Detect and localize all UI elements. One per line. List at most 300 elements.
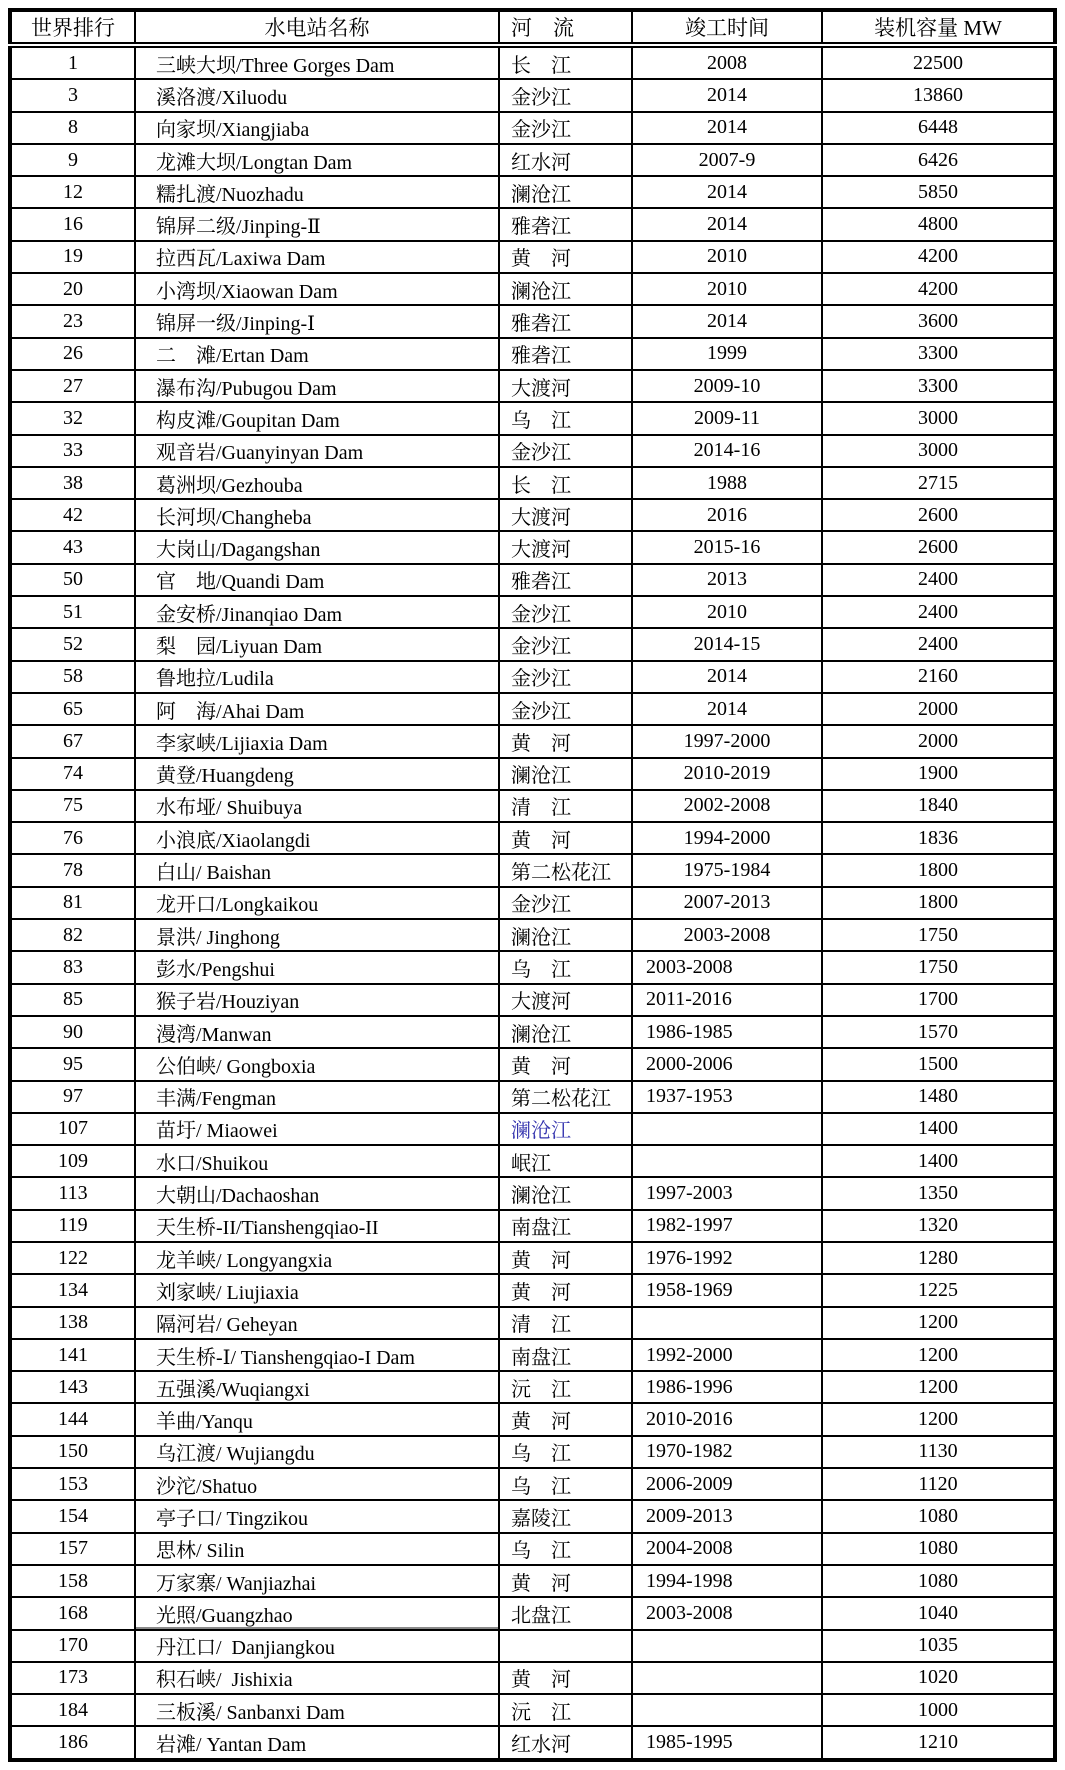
river-cell: 长 江 [499,45,632,79]
table-row [10,1565,1055,1597]
river-cell: 长 江 [499,467,632,499]
table-row [10,112,1055,144]
name-cell: 龙开口/Longkaikou [135,887,499,919]
river-cell: 红水河 [499,1726,632,1759]
river-cell: 大渡河 [499,499,632,531]
name-cell: 糯扎渡/Nuozhadu [135,176,499,208]
rank-cell: 20 [10,273,135,305]
rank-cell: 51 [10,596,135,628]
rank-cell: 85 [10,984,135,1016]
rank-cell: 12 [10,176,135,208]
name-cell: 锦屏一级/Jinping-Ⅰ [135,305,499,337]
name-cell: 李家峡/Lijiaxia Dam [135,725,499,757]
table-row [10,305,1055,337]
name-cell: 亭子口/ Tingzikou [135,1500,499,1532]
period-cell: 2003-2008 [632,919,822,951]
table-row [10,919,1055,951]
table-row [10,1436,1055,1468]
name-cell: 丹江口/ Danjiangkou [135,1630,499,1662]
rank-cell: 83 [10,951,135,983]
table-row [10,661,1055,693]
rank-cell: 158 [10,1565,135,1597]
col-header-station-name: 水电站名称 [135,10,499,45]
name-cell: 金安桥/Jinanqiao Dam [135,596,499,628]
capacity-cell: 2400 [822,628,1055,660]
name-cell: 葛洲坝/Gezhouba [135,467,499,499]
name-cell: 官 地/Quandi Dam [135,564,499,596]
capacity-cell: 3300 [822,338,1055,370]
river-cell: 黄 河 [499,1274,632,1306]
rank-cell: 23 [10,305,135,337]
table-row [10,1242,1055,1274]
name-cell: 公伯峡/ Gongboxia [135,1048,499,1080]
capacity-cell: 6426 [822,144,1055,176]
period-cell [632,1662,822,1694]
rank-cell: 9 [10,144,135,176]
capacity-cell: 2400 [822,596,1055,628]
period-cell: 2014 [632,208,822,240]
rank-cell: 33 [10,435,135,467]
name-cell: 大朝山/Dachaoshan [135,1177,499,1209]
table-row [10,273,1055,305]
river-cell: 雅砻江 [499,338,632,370]
river-cell: 金沙江 [499,435,632,467]
name-cell: 刘家峡/ Liujiaxia [135,1274,499,1306]
table-row [10,790,1055,822]
name-cell: 羊曲/Yanqu [135,1403,499,1435]
capacity-cell: 1700 [822,984,1055,1016]
capacity-cell: 1350 [822,1177,1055,1209]
capacity-cell: 1210 [822,1726,1055,1759]
river-cell: 澜沧江 [499,919,632,951]
capacity-cell: 1500 [822,1048,1055,1080]
table-body [10,45,1055,1760]
capacity-cell: 3600 [822,305,1055,337]
capacity-cell: 1000 [822,1694,1055,1726]
table-row [10,1274,1055,1306]
river-link[interactable]: 澜沧江 [499,1113,632,1145]
name-cell: 万家寨/ Wanjiazhai [135,1565,499,1597]
table-row [10,1081,1055,1113]
name-cell: 天生桥-II/Tianshengqiao-II [135,1210,499,1242]
rank-cell: 27 [10,370,135,402]
name-cell: 漫湾/Manwan [135,1016,499,1048]
table-row [10,79,1055,111]
capacity-cell: 1120 [822,1468,1055,1500]
rank-cell: 119 [10,1210,135,1242]
col-header-completion-time: 竣工时间 [632,10,822,45]
river-cell [499,1630,632,1662]
capacity-cell: 1130 [822,1436,1055,1468]
rank-cell: 82 [10,919,135,951]
period-cell: 2010 [632,596,822,628]
river-cell: 澜沧江 [499,176,632,208]
period-cell: 2014-15 [632,628,822,660]
river-cell: 雅砻江 [499,564,632,596]
rank-cell: 153 [10,1468,135,1500]
rank-cell: 184 [10,1694,135,1726]
river-cell: 金沙江 [499,628,632,660]
river-cell: 黄 河 [499,1403,632,1435]
period-cell: 2013 [632,564,822,596]
table-row [10,1403,1055,1435]
rank-cell: 74 [10,758,135,790]
river-cell: 黄 河 [499,1565,632,1597]
rank-cell: 97 [10,1081,135,1113]
river-cell: 乌 江 [499,1436,632,1468]
rank-cell: 138 [10,1307,135,1339]
capacity-cell: 1200 [822,1371,1055,1403]
rank-cell: 90 [10,1016,135,1048]
name-cell: 隔河岩/ Geheyan [135,1307,499,1339]
river-cell: 沅 江 [499,1371,632,1403]
name-cell: 积石峡/ Jishixia [135,1662,499,1694]
table-row [10,1307,1055,1339]
river-cell: 金沙江 [499,112,632,144]
river-cell: 黄 河 [499,725,632,757]
table-row [10,1113,1055,1145]
river-cell: 黄 河 [499,241,632,273]
name-cell: 水口/Shuikou [135,1145,499,1177]
table-row [10,725,1055,757]
capacity-cell: 2000 [822,725,1055,757]
river-cell: 雅砻江 [499,305,632,337]
river-cell: 金沙江 [499,661,632,693]
period-cell: 2016 [632,499,822,531]
rank-cell: 170 [10,1630,135,1662]
rank-cell: 122 [10,1242,135,1274]
rank-cell: 81 [10,887,135,919]
river-cell: 黄 河 [499,1048,632,1080]
period-cell: 2003-2008 [632,951,822,983]
period-cell: 2014 [632,661,822,693]
table-row [10,1339,1055,1371]
rank-cell: 76 [10,822,135,854]
name-cell: 三板溪/ Sanbanxi Dam [135,1694,499,1726]
rank-cell: 157 [10,1533,135,1565]
capacity-cell: 1750 [822,951,1055,983]
name-cell: 思林/ Silin [135,1533,499,1565]
river-cell: 金沙江 [499,693,632,725]
col-header-installed-capacity-mw: 装机容量 MW [822,10,1055,45]
name-cell: 猴子岩/Houziyan [135,984,499,1016]
table-row [10,531,1055,563]
name-cell: 五强溪/Wuqiangxi [135,1371,499,1403]
rank-cell: 143 [10,1371,135,1403]
period-cell: 2007-2013 [632,887,822,919]
period-cell: 2007-9 [632,144,822,176]
river-cell: 乌 江 [499,402,632,434]
name-cell: 乌江渡/ Wujiangdu [135,1436,499,1468]
rank-cell: 173 [10,1662,135,1694]
period-cell: 2014 [632,79,822,111]
rank-cell: 154 [10,1500,135,1532]
capacity-cell: 1080 [822,1500,1055,1532]
capacity-cell: 1040 [822,1597,1055,1629]
table-row [10,241,1055,273]
river-cell: 大渡河 [499,531,632,563]
period-cell: 1982-1997 [632,1210,822,1242]
period-cell: 1986-1996 [632,1371,822,1403]
name-cell: 溪洛渡/Xiluodu [135,79,499,111]
period-cell: 2009-2013 [632,1500,822,1532]
period-cell [632,1145,822,1177]
name-cell: 观音岩/Guanyinyan Dam [135,435,499,467]
capacity-cell: 2600 [822,499,1055,531]
name-cell: 天生桥-Ⅰ/ Tianshengqiao-I Dam [135,1339,499,1371]
name-cell: 龙羊峡/ Longyangxia [135,1242,499,1274]
capacity-cell: 1480 [822,1081,1055,1113]
period-cell: 2003-2008 [632,1597,822,1629]
table-row [10,208,1055,240]
capacity-cell: 2160 [822,661,1055,693]
period-cell [632,1113,822,1145]
river-cell: 大渡河 [499,984,632,1016]
table-row [10,628,1055,660]
table-row [10,1048,1055,1080]
name-cell: 白山/ Baishan [135,854,499,886]
table-row [10,1726,1055,1759]
river-cell: 大渡河 [499,370,632,402]
name-cell: 瀑布沟/Pubugou Dam [135,370,499,402]
rank-cell: 144 [10,1403,135,1435]
table-row [10,338,1055,370]
capacity-cell: 1400 [822,1145,1055,1177]
river-cell: 岷江 [499,1145,632,1177]
rank-cell: 1 [10,45,135,79]
rank-cell: 32 [10,402,135,434]
period-cell: 1994-1998 [632,1565,822,1597]
header-row [10,10,1055,45]
capacity-cell: 1035 [822,1630,1055,1662]
capacity-cell: 2000 [822,693,1055,725]
river-cell: 黄 河 [499,822,632,854]
table-row [10,1500,1055,1532]
river-cell: 清 江 [499,1307,632,1339]
period-cell: 2009-10 [632,370,822,402]
name-cell: 构皮滩/Goupitan Dam [135,402,499,434]
name-cell: 黄登/Huangdeng [135,758,499,790]
rank-cell: 107 [10,1113,135,1145]
capacity-cell: 6448 [822,112,1055,144]
period-cell: 1999 [632,338,822,370]
table-row [10,1597,1055,1629]
name-cell: 水布垭/ Shuibuya [135,790,499,822]
period-cell: 2014 [632,693,822,725]
name-cell: 锦屏二级/Jinping-Ⅱ [135,208,499,240]
capacity-cell: 5850 [822,176,1055,208]
period-cell: 1992-2000 [632,1339,822,1371]
rank-cell: 19 [10,241,135,273]
rank-cell: 186 [10,1726,135,1759]
capacity-cell: 2400 [822,564,1055,596]
period-cell: 2010-2019 [632,758,822,790]
river-cell: 乌 江 [499,1468,632,1500]
capacity-cell: 4800 [822,208,1055,240]
name-cell: 三峡大坝/Three Gorges Dam [135,45,499,79]
period-cell: 1994-2000 [632,822,822,854]
name-cell: 二 滩/Ertan Dam [135,338,499,370]
capacity-cell: 1280 [822,1242,1055,1274]
period-cell: 1997-2003 [632,1177,822,1209]
table-row [10,1694,1055,1726]
period-cell: 2015-16 [632,531,822,563]
rank-cell: 109 [10,1145,135,1177]
rank-cell: 150 [10,1436,135,1468]
period-cell: 1970-1982 [632,1436,822,1468]
rank-cell: 75 [10,790,135,822]
table-row [10,758,1055,790]
name-cell: 岩滩/ Yantan Dam [135,1726,499,1759]
capacity-cell: 4200 [822,241,1055,273]
col-header-world-rank: 世界排行 [10,10,135,45]
rank-cell: 42 [10,499,135,531]
period-cell: 2000-2006 [632,1048,822,1080]
name-cell: 向家坝/Xiangjiaba [135,112,499,144]
river-cell: 第二松花江 [499,1081,632,1113]
table-row [10,1662,1055,1694]
table-row [10,1177,1055,1209]
capacity-cell: 2715 [822,467,1055,499]
period-cell: 1975-1984 [632,854,822,886]
period-cell [632,1694,822,1726]
river-cell: 黄 河 [499,1242,632,1274]
period-cell: 1958-1969 [632,1274,822,1306]
river-cell: 嘉陵江 [499,1500,632,1532]
table-row [10,370,1055,402]
period-cell [632,1307,822,1339]
name-cell: 沙沱/Shatuo [135,1468,499,1500]
rank-cell: 8 [10,112,135,144]
river-cell: 金沙江 [499,887,632,919]
river-cell: 清 江 [499,790,632,822]
table-header [10,10,1055,45]
table-row [10,822,1055,854]
table-row [10,887,1055,919]
name-cell: 阿 海/Ahai Dam [135,693,499,725]
name-cell: 小浪底/Xiaolangdi [135,822,499,854]
period-cell: 1937-1953 [632,1081,822,1113]
name-cell: 大岗山/Dagangshan [135,531,499,563]
name-cell: 长河坝/Changheba [135,499,499,531]
period-cell: 1988 [632,467,822,499]
capacity-cell: 13860 [822,79,1055,111]
table-row [10,402,1055,434]
capacity-cell: 1800 [822,854,1055,886]
col-header-river: 河 流 [499,10,632,45]
name-cell: 小湾坝/Xiaowan Dam [135,273,499,305]
period-cell [632,1630,822,1662]
capacity-cell: 1200 [822,1339,1055,1371]
capacity-cell: 1225 [822,1274,1055,1306]
rank-cell: 78 [10,854,135,886]
table-row [10,1533,1055,1565]
river-cell: 澜沧江 [499,1016,632,1048]
capacity-cell: 1800 [822,887,1055,919]
capacity-cell: 1400 [822,1113,1055,1145]
period-cell: 2006-2009 [632,1468,822,1500]
table-row [10,854,1055,886]
capacity-cell: 1080 [822,1533,1055,1565]
hydropower-stations-table [8,8,1057,1762]
table-row [10,1145,1055,1177]
period-cell: 2014 [632,112,822,144]
table-row [10,1630,1055,1662]
table-row [10,435,1055,467]
river-cell: 澜沧江 [499,1177,632,1209]
name-cell: 景洪/ Jinghong [135,919,499,951]
capacity-cell: 4200 [822,273,1055,305]
river-cell: 雅砻江 [499,208,632,240]
period-cell: 2010 [632,241,822,273]
capacity-cell: 1080 [822,1565,1055,1597]
river-cell: 澜沧江 [499,758,632,790]
capacity-cell: 1900 [822,758,1055,790]
rank-cell: 43 [10,531,135,563]
period-cell: 1985-1995 [632,1726,822,1759]
table-row [10,1210,1055,1242]
table-row [10,693,1055,725]
river-cell: 澜沧江 [499,273,632,305]
table-row [10,499,1055,531]
river-cell: 乌 江 [499,1533,632,1565]
capacity-cell: 1840 [822,790,1055,822]
period-cell: 2008 [632,45,822,79]
river-cell: 乌 江 [499,951,632,983]
period-cell: 2011-2016 [632,984,822,1016]
capacity-cell: 2600 [822,531,1055,563]
rank-cell: 16 [10,208,135,240]
name-cell: 鲁地拉/Ludila [135,661,499,693]
capacity-cell: 1200 [822,1307,1055,1339]
table-row [10,467,1055,499]
table-row [10,176,1055,208]
capacity-cell: 3300 [822,370,1055,402]
capacity-cell: 3000 [822,402,1055,434]
capacity-cell: 3000 [822,435,1055,467]
river-cell: 第二松花江 [499,854,632,886]
rank-cell: 52 [10,628,135,660]
river-cell: 黄 河 [499,1662,632,1694]
period-cell: 2014 [632,305,822,337]
table-row [10,45,1055,79]
name-cell: 梨 园/Liyuan Dam [135,628,499,660]
name-cell: 彭水/Pengshui [135,951,499,983]
name-cell: 拉西瓦/Laxiwa Dam [135,241,499,273]
rank-cell: 95 [10,1048,135,1080]
name-cell: 丰满/Fengman [135,1081,499,1113]
period-cell: 2010-2016 [632,1403,822,1435]
period-cell: 2009-11 [632,402,822,434]
table-row [10,564,1055,596]
capacity-cell: 22500 [822,45,1055,79]
table-row [10,144,1055,176]
period-cell: 2002-2008 [632,790,822,822]
capacity-cell: 1200 [822,1403,1055,1435]
river-cell: 沅 江 [499,1694,632,1726]
name-cell: 苗圩/ Miaowei [135,1113,499,1145]
river-cell: 金沙江 [499,596,632,628]
capacity-cell: 1570 [822,1016,1055,1048]
river-cell: 南盘江 [499,1339,632,1371]
table-row [10,1016,1055,1048]
rank-cell: 26 [10,338,135,370]
table-row [10,1371,1055,1403]
capacity-cell: 1020 [822,1662,1055,1694]
table-row [10,1468,1055,1500]
period-cell: 1986-1985 [632,1016,822,1048]
capacity-cell: 1320 [822,1210,1055,1242]
